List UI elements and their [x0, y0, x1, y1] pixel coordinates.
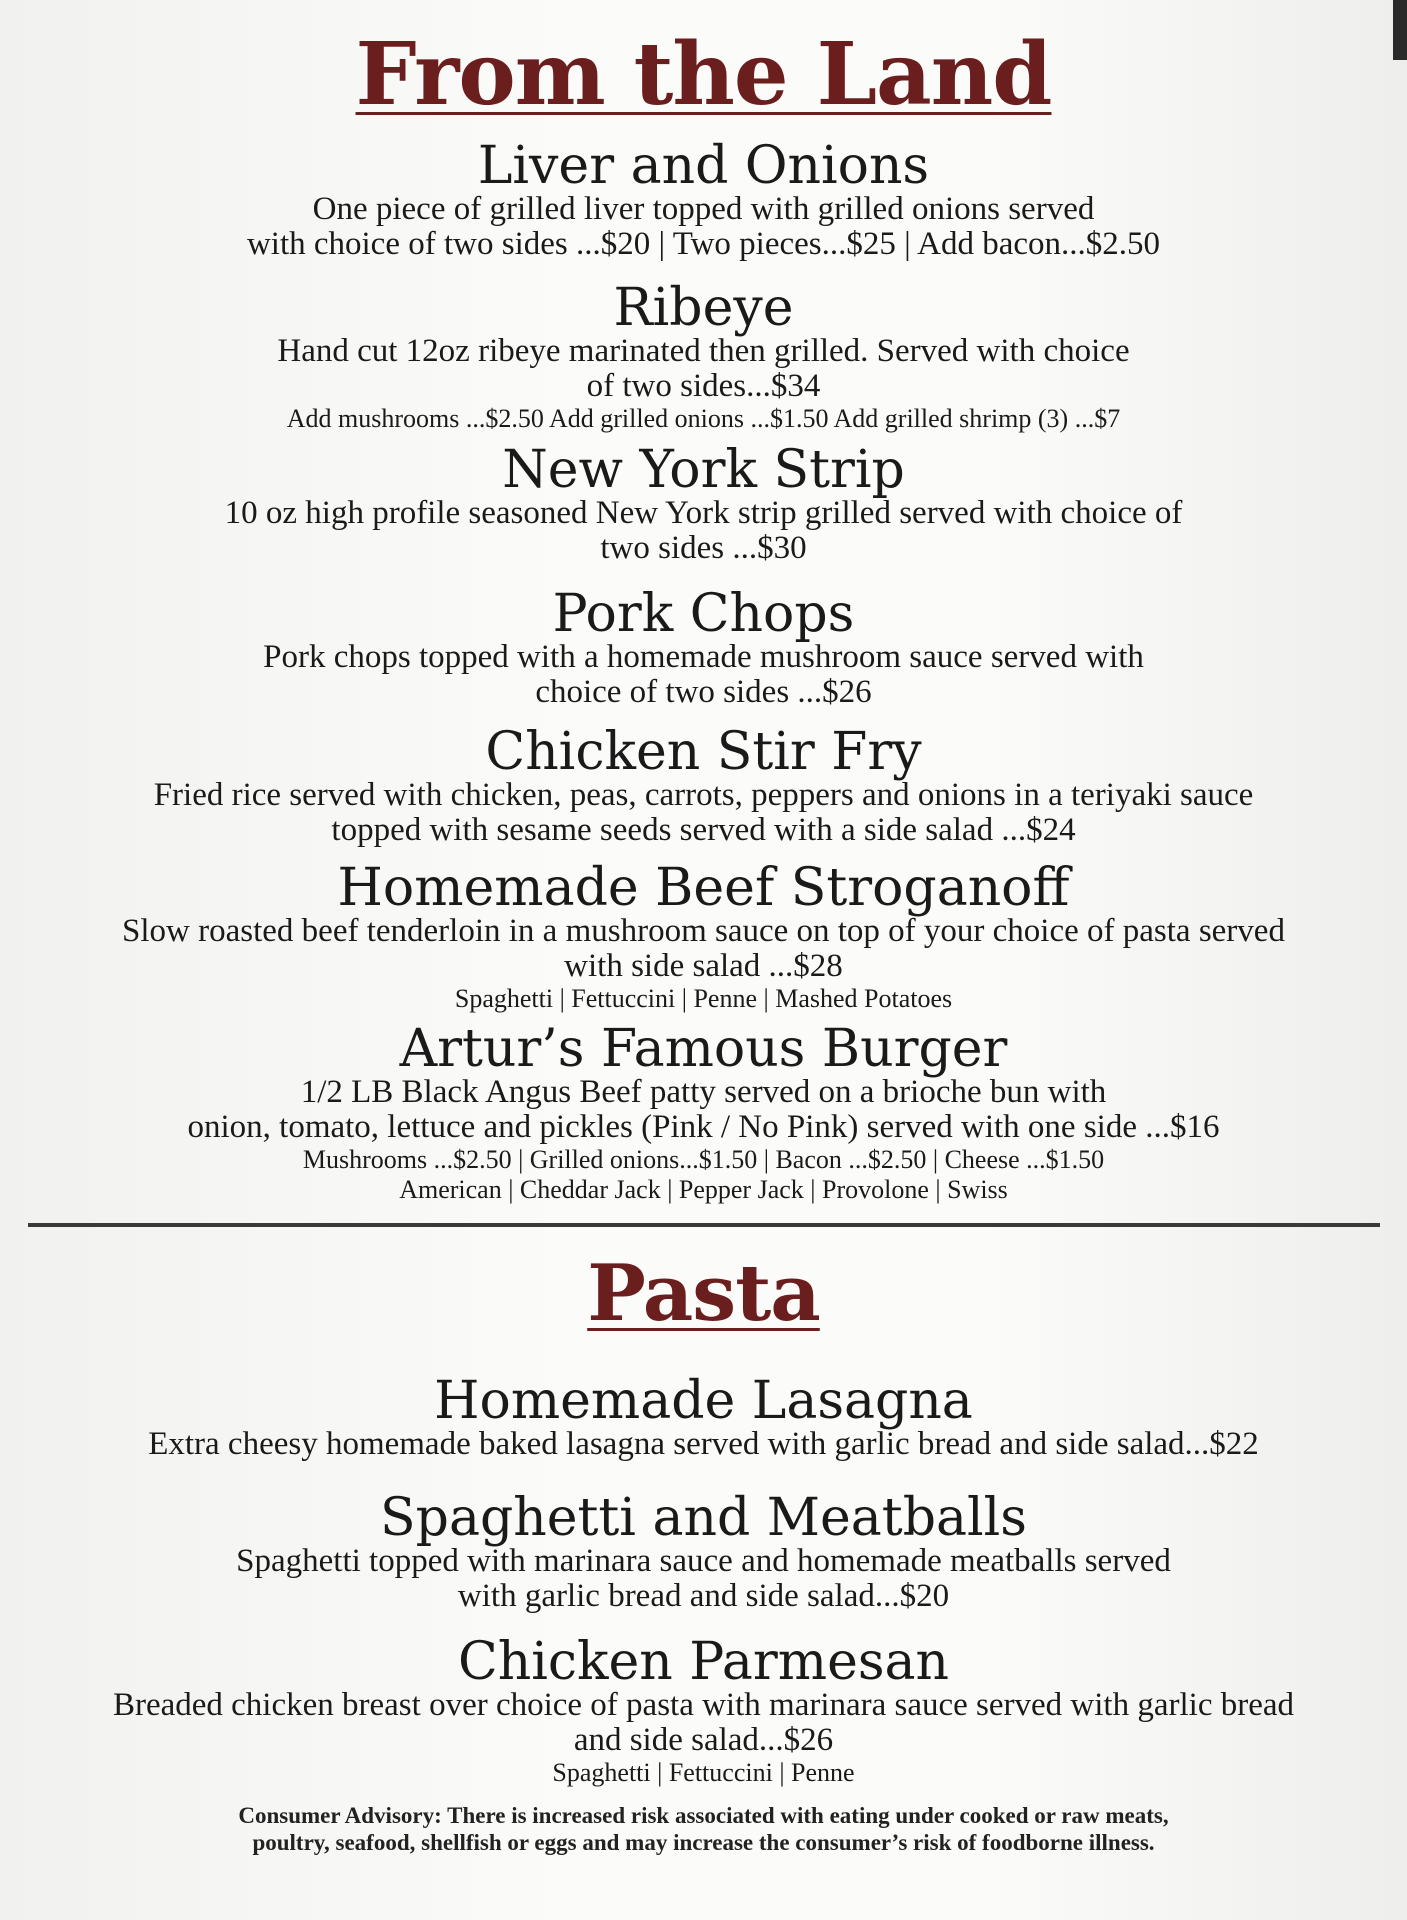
- item-description: choice of two sides ...$26: [535, 673, 872, 710]
- item-pasta-options: Spaghetti | Fettuccini | Penne: [552, 1757, 855, 1787]
- item-description: Pork chops topped with a homemade mushroom sauce served with: [263, 638, 1144, 675]
- advisory-line: poultry, seafood, shellfish or eggs and may increase the consumer’s risk of foodborne illness.: [252, 1829, 1155, 1855]
- menu-item-pork-chops: [0, 583, 1407, 710]
- item-name: Artur’s Famous Burger: [399, 1019, 1008, 1080]
- item-name: New York Strip: [502, 439, 905, 500]
- section-title-from-the-land: From the Land: [355, 24, 1052, 125]
- item-description: Slow roasted beef tenderloin in a mushroom sauce on top of your choice of pasta served: [122, 912, 1285, 949]
- item-description: Extra cheesy homemade baked lasagna served with garlic bread and side salad...$22: [148, 1426, 1259, 1463]
- menu-item-liver-and-onions: [0, 136, 1407, 262]
- menu-item-chicken-stir-fry: [0, 721, 1407, 848]
- section-title-pasta: Pasta: [587, 1248, 820, 1340]
- advisory-line: Consumer Advisory: There is increased risk associated with eating under cooked or raw meats,: [238, 1802, 1169, 1828]
- page-edge-shadow: [1393, 0, 1407, 60]
- menu-item-arturs-famous-burger: [0, 1019, 1407, 1205]
- item-description: One piece of grilled liver topped with grilled onions served: [312, 191, 1095, 227]
- item-description: with garlic bread and side salad...$20: [457, 1578, 950, 1615]
- consumer-advisory: [79, 1802, 1329, 1856]
- item-description: Breaded chicken breast over choice of pasta with marinara sauce served with garlic bread: [112, 1687, 1295, 1724]
- item-description: Spaghetti topped with marinara sauce and homemade meatballs served: [236, 1543, 1171, 1580]
- item-name: Chicken Stir Fry: [485, 721, 922, 782]
- item-cheese-options: American | Cheddar Jack | Pepper Jack | Provolone | Swiss: [399, 1175, 1008, 1205]
- item-addons: Mushrooms ...$2.50 | Grilled onions...$1.50 | Bacon ...$2.50 | Cheese ...$1.50: [302, 1145, 1105, 1175]
- item-description: topped with sesame seeds served with a side salad ...$24: [331, 811, 1076, 848]
- item-addons: Add mushrooms ...$2.50 Add grilled onions ...$1.50 Add grilled shrimp (3) ...$7: [286, 403, 1121, 433]
- item-description: Fried rice served with chicken, peas, carrots, peppers and onions in a teriyaki sauce: [153, 776, 1254, 813]
- item-description: Hand cut 12oz ribeye marinated then grilled. Served with choice: [277, 332, 1130, 369]
- item-name: Liver and Onions: [477, 136, 930, 196]
- item-description: and side salad...$26: [573, 1722, 834, 1758]
- menu-item-ribeye: [0, 277, 1407, 434]
- item-description: of two sides...$34: [586, 367, 821, 404]
- item-name: Homemade Lasagna: [434, 1371, 973, 1432]
- item-name: Homemade Beef Stroganoff: [337, 857, 1070, 918]
- item-description: 1/2 LB Black Angus Beef patty served on a brioche bun with: [300, 1074, 1107, 1111]
- item-description: 10 oz high profile seasoned New York strip grilled served with choice of: [224, 494, 1183, 531]
- menu-item-beef-stroganoff: [0, 857, 1407, 1014]
- item-name: Spaghetti and Meatballs: [380, 1488, 1027, 1549]
- menu-item-chicken-parmesan: [0, 1632, 1407, 1788]
- menu-item-homemade-lasagna: [0, 1371, 1407, 1463]
- item-description: with side salad ...$28: [564, 947, 843, 984]
- item-description: with choice of two sides ...$20 | Two pieces...$25 | Add bacon...$2.50: [246, 225, 1161, 262]
- item-name: Chicken Parmesan: [457, 1632, 950, 1693]
- menu-item-spaghetti-and-meatballs: [0, 1488, 1407, 1615]
- item-description: onion, tomato, lettuce and pickles (Pink / No Pink) served with one side ...$16: [187, 1109, 1220, 1146]
- item-name: Ribeye: [613, 277, 794, 338]
- item-name: Pork Chops: [552, 583, 855, 644]
- menu-item-new-york-strip: [0, 439, 1407, 566]
- item-description: two sides ...$30: [600, 529, 807, 566]
- item-pasta-options: Spaghetti | Fettuccini | Penne | Mashed Potatoes: [454, 983, 953, 1013]
